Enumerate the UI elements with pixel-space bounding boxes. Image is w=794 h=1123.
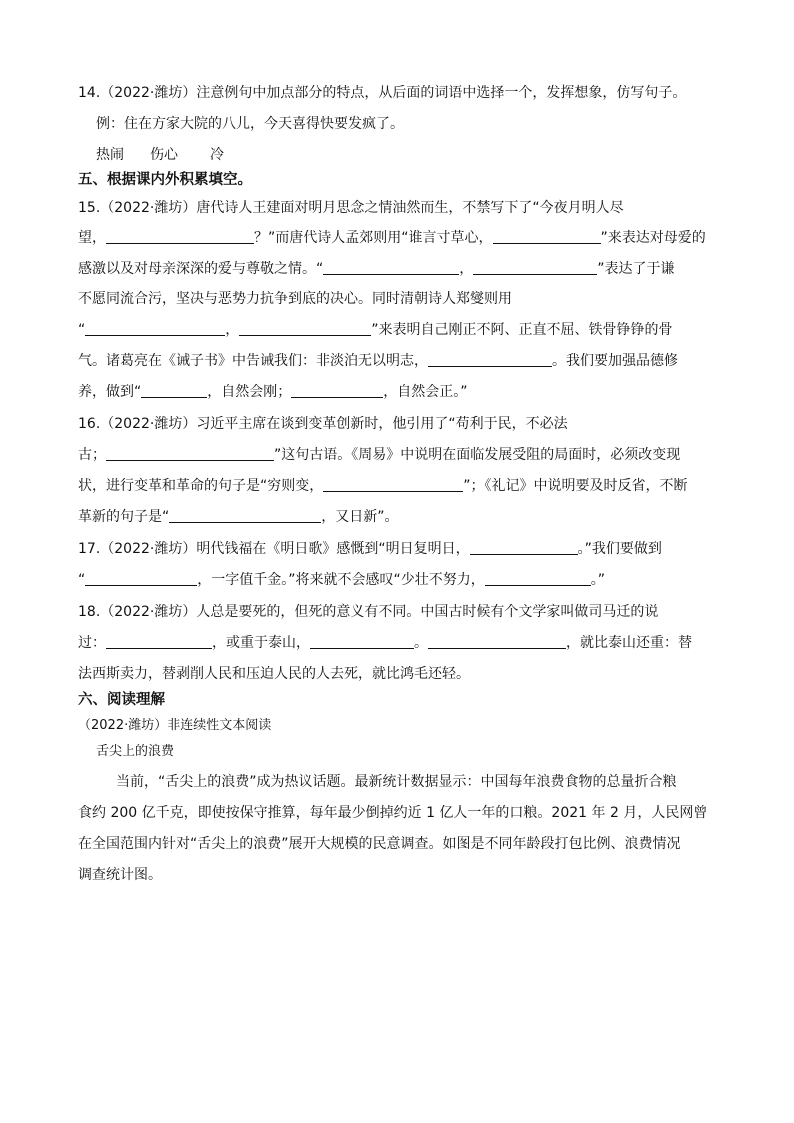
q15-text: ”表达了于谦 (597, 261, 675, 277)
q14-word-3: 冷 (210, 147, 224, 163)
q17-line-2 (78, 570, 718, 590)
q15-text: “ (78, 322, 86, 338)
answer-blank[interactable] (323, 260, 459, 275)
q16-text: 革新的句子是“ (78, 509, 170, 525)
q17-text: “ (78, 572, 86, 588)
answer-blank[interactable] (428, 634, 566, 649)
q18-text: ，就比泰山还重：替 (566, 635, 692, 651)
answer-blank[interactable] (485, 571, 591, 586)
answer-blank[interactable] (310, 634, 414, 649)
q15-text: ， (225, 322, 240, 338)
q15-line-3 (78, 259, 718, 279)
q14-word-2: 伤心 (150, 147, 178, 163)
answer-blank[interactable] (85, 571, 197, 586)
answer-blank[interactable] (169, 508, 321, 523)
q15-text: 养，做到“ (78, 384, 142, 400)
answer-blank[interactable] (85, 321, 225, 336)
q14-example: 例：住在方家大院的八儿，今天喜得快要发疯了。 (96, 116, 404, 132)
q15-line-7 (78, 382, 718, 402)
answer-blank[interactable] (291, 383, 383, 398)
q18-text: ，或重于泰山， (212, 635, 310, 651)
q15-text: ”来表达对母爱的 (600, 230, 706, 246)
q18-text: 。 (414, 635, 428, 651)
q18-text: 过： (78, 635, 106, 651)
q17-text: 17.（2022·潍坊）明代钱福在《明日歌》感慨到“明日复明日， (78, 541, 470, 557)
answer-blank[interactable] (106, 229, 254, 244)
q15-line-1: 15.（2022·潍坊）唐代诗人王建面对明月思念之情油然而生，不禁写下了“今夜月明人尽 (78, 200, 624, 216)
answer-blank[interactable] (239, 321, 371, 336)
q18-line-1: 18.（2022·潍坊）人总是要死的，但死的意义有不同。中国古时候有个文学家叫做司马迁的说 (78, 604, 659, 620)
answer-blank[interactable] (106, 634, 212, 649)
reading-paragraph-line-1: 当前，“舌尖上的浪费”成为热议话题。最新统计数据显示：中国每年浪费食物的总量折合粮 (116, 774, 677, 790)
q15-text: ？”而唐代诗人孟郊则用“谁言寸草心， (254, 230, 493, 246)
answer-blank[interactable] (428, 352, 552, 367)
section-6-heading: 六、阅读理解 (78, 692, 165, 708)
q15-text: 。我们要加强品德修 (552, 353, 678, 369)
q14-word-1: 热闹 (96, 147, 124, 163)
q15-line-2 (78, 228, 718, 248)
q16-text: ，又日新”。 (321, 509, 399, 525)
q15-line-4: 不愿同流合污，坚决与恶势力抗争到底的决心。同时清朝诗人郑燮则用 (78, 291, 512, 307)
answer-blank[interactable] (141, 383, 207, 398)
q17-text: 。” (590, 572, 606, 588)
q16-text: ”这句古语。《周易》中说明在面临发展受阻的局面时，必须改变现 (274, 447, 681, 463)
answer-blank[interactable] (323, 477, 463, 492)
section-5-heading: 五、根据课内外积累填空。 (78, 172, 252, 188)
q16-line-1: 16.（2022·潍坊）习近平主席在谈到变革创新时，他引用了“苟利于民，不必法 (78, 416, 568, 432)
reading-paragraph-line-2: 食约 200 亿千克，即使按保守推算，每年最少倒掉约近 1 亿人一年的口粮。2021 年 2 月，人民网曾 (78, 805, 708, 821)
q16-line-2 (78, 445, 718, 465)
q15-text: ，自然会刚； (207, 384, 292, 400)
q15-text: ， (459, 261, 474, 277)
q15-line-6 (78, 351, 718, 371)
q16-line-3 (78, 476, 718, 496)
reading-paragraph-line-4: 调查统计图。 (78, 867, 162, 883)
q15-text: 气。诸葛亮在《诫子书》中告诫我们：非淡泊无以明志， (78, 353, 428, 369)
q16-text: ”；《礼记》中说明要及时反省，不断 (463, 478, 688, 494)
q17-line-1 (78, 539, 718, 559)
q16-text: 状，进行变革和革命的句子是“穷则变， (78, 478, 324, 494)
q17-text: ，一字值千金。”将来就不会感叹“少壮不努力， (197, 572, 485, 588)
reading-source: （2022·潍坊）非连续性文本阅读 (78, 718, 272, 733)
q15-text: ，自然会正。” (383, 384, 468, 400)
q15-text: 望， (78, 230, 106, 246)
answer-blank[interactable] (106, 446, 274, 461)
reading-paragraph-line-3: 在全国范围内针对“舌尖上的浪费”展开大规模的民意调查。如图是不同年龄段打包比例、浪费情况 (78, 836, 681, 852)
q15-text: 感激以及对母亲深深的爱与尊敬之情。“ (78, 261, 324, 277)
q14-word-options (96, 145, 736, 165)
q16-text: 古； (78, 447, 106, 463)
q18-line-2 (78, 633, 718, 653)
q16-line-4 (78, 507, 718, 527)
q17-text: 。”我们要做到 (577, 541, 662, 557)
q15-text: ”来表明自己刚正不阿、正直不屈、铁骨铮铮的骨 (371, 322, 673, 338)
answer-blank[interactable] (493, 229, 601, 244)
q14-stem: 14.（2022·潍坊）注意例句中加点部分的特点，从后面的词语中选择一个，发挥想象，仿写句子。 (78, 85, 687, 101)
answer-blank[interactable] (470, 540, 578, 555)
q15-line-5 (78, 320, 718, 340)
answer-blank[interactable] (473, 260, 597, 275)
reading-title: 舌尖上的浪费 (96, 744, 175, 759)
q18-line-3: 法西斯卖力，替剥削人民和压迫人民的人去死，就比鸿毛还轻。 (78, 666, 470, 682)
